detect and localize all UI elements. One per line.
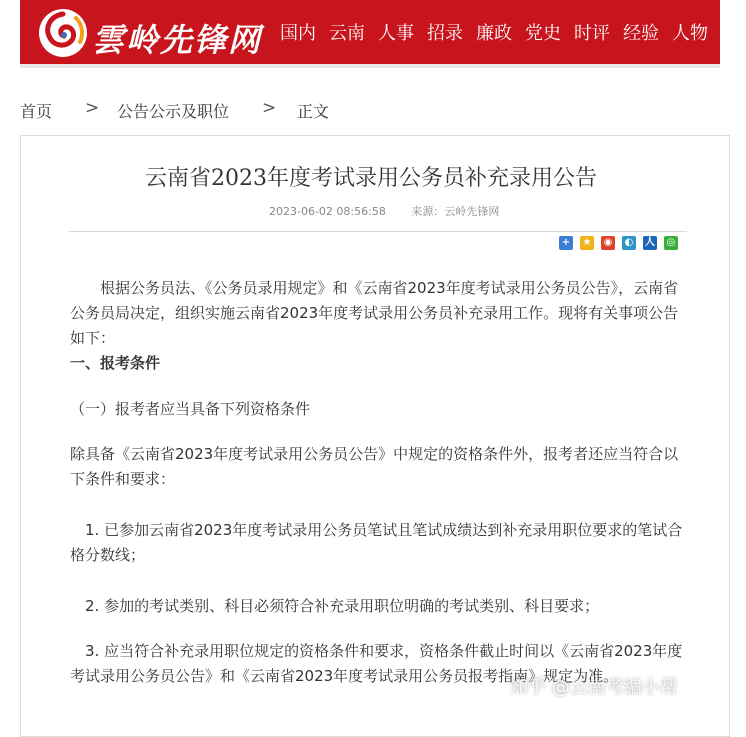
condition-item-2: 2. 参加的考试类别、科目必须符合补充录用职位明确的考试类别、科目要求； (85, 597, 600, 615)
logo-swirl-icon (36, 6, 90, 60)
main-nav (274, 0, 746, 64)
title-divider (69, 231, 687, 232)
header-divider (20, 64, 720, 68)
nav-item-renwu[interactable]: 人物 (672, 23, 708, 44)
paragraph-intro: 根据公务员法、《公务员录用规定》和《云南省2023年度考试录用公务员公告》，云南省公务员局决定，组织实施云南省2023年度考试录用公务员补充录用工作。现将有关事项公告如下： (70, 279, 679, 347)
article-date: 2023-06-02 08:56:58 (269, 205, 386, 218)
article-meta (269, 203, 521, 219)
nav-item-yunnan[interactable]: 云南 (329, 23, 365, 44)
article-title: 云南省2023年度考试录用公务员补充录用公告 (145, 166, 597, 191)
nav-item-zhaolu[interactable]: 招录 (427, 23, 463, 44)
nav-item-renshi[interactable]: 人事 (378, 23, 414, 44)
condition-item-1: 1. 已参加云南省2023年度考试录用公务员笔试且笔试成绩达到补充录用职位要求的笔试合格分数线； (70, 521, 683, 564)
article-source: 来源：云岭先锋网 (411, 205, 500, 218)
nav-item-ke[interactable]: 课 (721, 23, 739, 44)
breadcrumb-separator: > (262, 98, 277, 118)
breadcrumb-home[interactable]: 首页 (20, 102, 53, 121)
breadcrumb-separator: > (85, 98, 100, 118)
nav-item-guonei[interactable]: 国内 (280, 23, 316, 44)
nav-item-lianzheng[interactable]: 廉政 (476, 23, 512, 44)
weibo-share-icon[interactable]: ◉ (601, 236, 615, 250)
logo-text: 雲岭先锋网 (92, 21, 263, 59)
share-toolbar (559, 236, 685, 250)
watermark: 知乎 @云南考编小帮 (510, 677, 678, 698)
nav-item-shiping[interactable]: 时评 (574, 23, 610, 44)
nav-item-dangshi[interactable]: 党史 (525, 23, 561, 44)
tencent-weibo-share-icon[interactable]: ◐ (622, 236, 636, 250)
condition-item-3: 3. 应当符合补充录用职位规定的资格条件和要求，资格条件截止时间以《云南省2023年度考试录用公务员公告》和《云南省2023年度考试录用公务员报考指南》规定为准。 (70, 642, 683, 685)
subsection-heading: （一）报考者应当具备下列资格条件 (70, 400, 311, 418)
site-logo[interactable] (36, 6, 268, 60)
breadcrumb-current: 正文 (297, 102, 330, 121)
add-share-icon[interactable]: + (559, 236, 573, 250)
qzone-share-icon[interactable]: ★ (580, 236, 594, 250)
renren-share-icon[interactable]: 人 (645, 237, 655, 248)
breadcrumb-category[interactable]: 公告公示及职位 (117, 102, 230, 121)
section-heading: 一、报考条件 (70, 354, 161, 372)
site-header (20, 0, 739, 64)
nav-item-jingyan[interactable]: 经验 (623, 23, 659, 44)
wechat-share-icon[interactable]: ◎ (664, 236, 678, 250)
paragraph-conditions: 除具备《云南省2023年度考试录用公务员公告》中规定的资格条件外，报考者还应当符合以下条件和要求： (70, 445, 679, 488)
article-container (20, 135, 730, 737)
